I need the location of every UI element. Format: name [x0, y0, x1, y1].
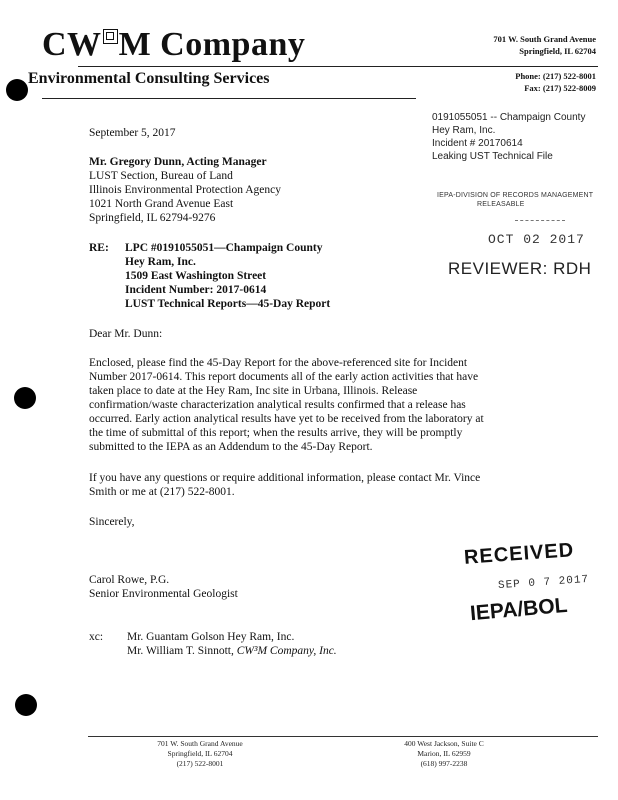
signer-title: Senior Environmental Geologist [89, 588, 238, 600]
paragraph1-line: confirmation/waste characterization analytical results confirmed that a release has [89, 399, 466, 411]
header-phone: Phone: (217) 522-8001 [515, 71, 596, 81]
header-address [468, 33, 596, 57]
reviewer-stamp: REVIEWER: RDH [448, 259, 592, 278]
paragraph1-line: Number 2017-0614. This report documents all of the early action activities that have [89, 371, 479, 383]
footer-rule [88, 736, 598, 737]
footer-left-line: 701 W. South Grand Avenue [157, 739, 243, 748]
re-line2: Hey Ram, Inc. [125, 256, 196, 268]
recipient-line2: LUST Section, Bureau of Land [89, 170, 233, 182]
records-date-stamp: OCT 02 2017 [488, 232, 585, 247]
footer-left-line: Springfield, IL 62704 [167, 749, 233, 758]
punch-hole-bottom [15, 694, 37, 716]
re-line4: Incident Number: 2017-0614 [125, 284, 267, 296]
recipient-line3: Illinois Environmental Protection Agency [89, 184, 281, 196]
file-reference-stamp [432, 111, 585, 163]
records-stamp-line2: RELEASABLE [477, 201, 525, 208]
cc-line2 [127, 644, 337, 658]
re-line3: 1509 East Washington Street [125, 270, 267, 282]
letterhead-rule-bottom [42, 98, 416, 99]
logo-prefix: CW [42, 26, 102, 63]
received-date: SEP 0 7 2017 [497, 573, 590, 593]
recipient-address [89, 155, 281, 225]
recipient-line5: Springfield, IL 62794-9276 [89, 212, 216, 224]
re-block [125, 241, 330, 311]
paragraph2-line: Smith or me at (217) 522-8001. [89, 486, 235, 498]
footer-office-marion [374, 739, 514, 769]
ref-stamp-line1: 0191055051 -- Champaign County [432, 112, 586, 123]
recipient-name: Mr. Gregory Dunn, Acting Manager [89, 156, 267, 168]
body-paragraph-2 [89, 471, 480, 499]
footer-office-springfield [130, 739, 270, 769]
company-tagline: Environmental Consulting Services [28, 70, 270, 87]
paragraph1-line: occurred. Early action analytical results have yet to be received from the laboratory at [89, 413, 484, 425]
cc-line2-name: Mr. William T. Sinnott, [127, 645, 237, 657]
paragraph1-line: the time of submittal of this report; when the results arrive, they will be promptly [89, 427, 463, 439]
paragraph1-line: submitted to the IEPA as an Addendum to the 45-Day Report. [89, 441, 373, 453]
header-address-line2: Springfield, IL 62704 [519, 46, 596, 56]
re-line1: LPC #0191055051—Champaign County [125, 242, 323, 254]
cc-line2-company: CW³M Company, Inc. [236, 645, 337, 657]
footer-left-line: (217) 522-8001 [176, 759, 224, 768]
letterhead-rule-top [78, 66, 598, 67]
received-stamp: RECEIVED [463, 539, 575, 569]
paragraph1-line: taken place to date at the Hey Ram, Inc site in Urbana, Illinois. Release [89, 385, 418, 397]
signature-block [89, 573, 238, 601]
logo-suffix: M Company [118, 26, 306, 63]
re-line5: LUST Technical Reports—45-Day Report [125, 298, 331, 310]
footer-right-line: Marion, IL 62959 [417, 749, 471, 758]
ref-stamp-line4: Leaking UST Technical File [432, 151, 553, 162]
logo-box-icon [103, 29, 118, 44]
punch-hole-middle [14, 387, 36, 409]
cc-label: xc: [89, 631, 104, 643]
cc-line1: Mr. Guantam Golson Hey Ram, Inc. [127, 631, 295, 643]
header-fax: Fax: (217) 522-8009 [524, 83, 596, 93]
salutation: Dear Mr. Dunn: [89, 328, 163, 340]
cc-list [127, 630, 337, 658]
header-contact [478, 70, 596, 94]
signer-name: Carol Rowe, P.G. [89, 574, 170, 586]
closing: Sincerely, [89, 516, 135, 528]
footer-right-line: (618) 997-2238 [420, 759, 468, 768]
header-address-line1: 701 W. South Grand Avenue [493, 34, 596, 44]
paragraph2-line: If you have any questions or require additional information, please contact Mr. Vince [89, 472, 481, 484]
letter-date: September 5, 2017 [89, 127, 176, 139]
records-stamp-line1: IEPA-DIVISION OF RECORDS MANAGEMENT [437, 192, 594, 199]
recipient-line4: 1021 North Grand Avenue East [89, 198, 234, 210]
received-office: IEPA/BOL [469, 593, 569, 626]
paragraph1-line: Enclosed, please find the 45-Day Report for the above-referenced site for Incident [89, 357, 468, 369]
punch-hole-top [6, 79, 28, 101]
footer-right-line: 400 West Jackson, Suite C [404, 739, 484, 748]
ref-stamp-line3: Incident # 20170614 [432, 138, 523, 149]
company-logo [42, 28, 305, 62]
records-stamp-dash [515, 220, 565, 221]
ref-stamp-line2: Hey Ram, Inc. [432, 125, 496, 136]
records-management-stamp [437, 191, 593, 209]
body-paragraph-1 [89, 356, 484, 454]
re-label: RE: [89, 242, 109, 254]
